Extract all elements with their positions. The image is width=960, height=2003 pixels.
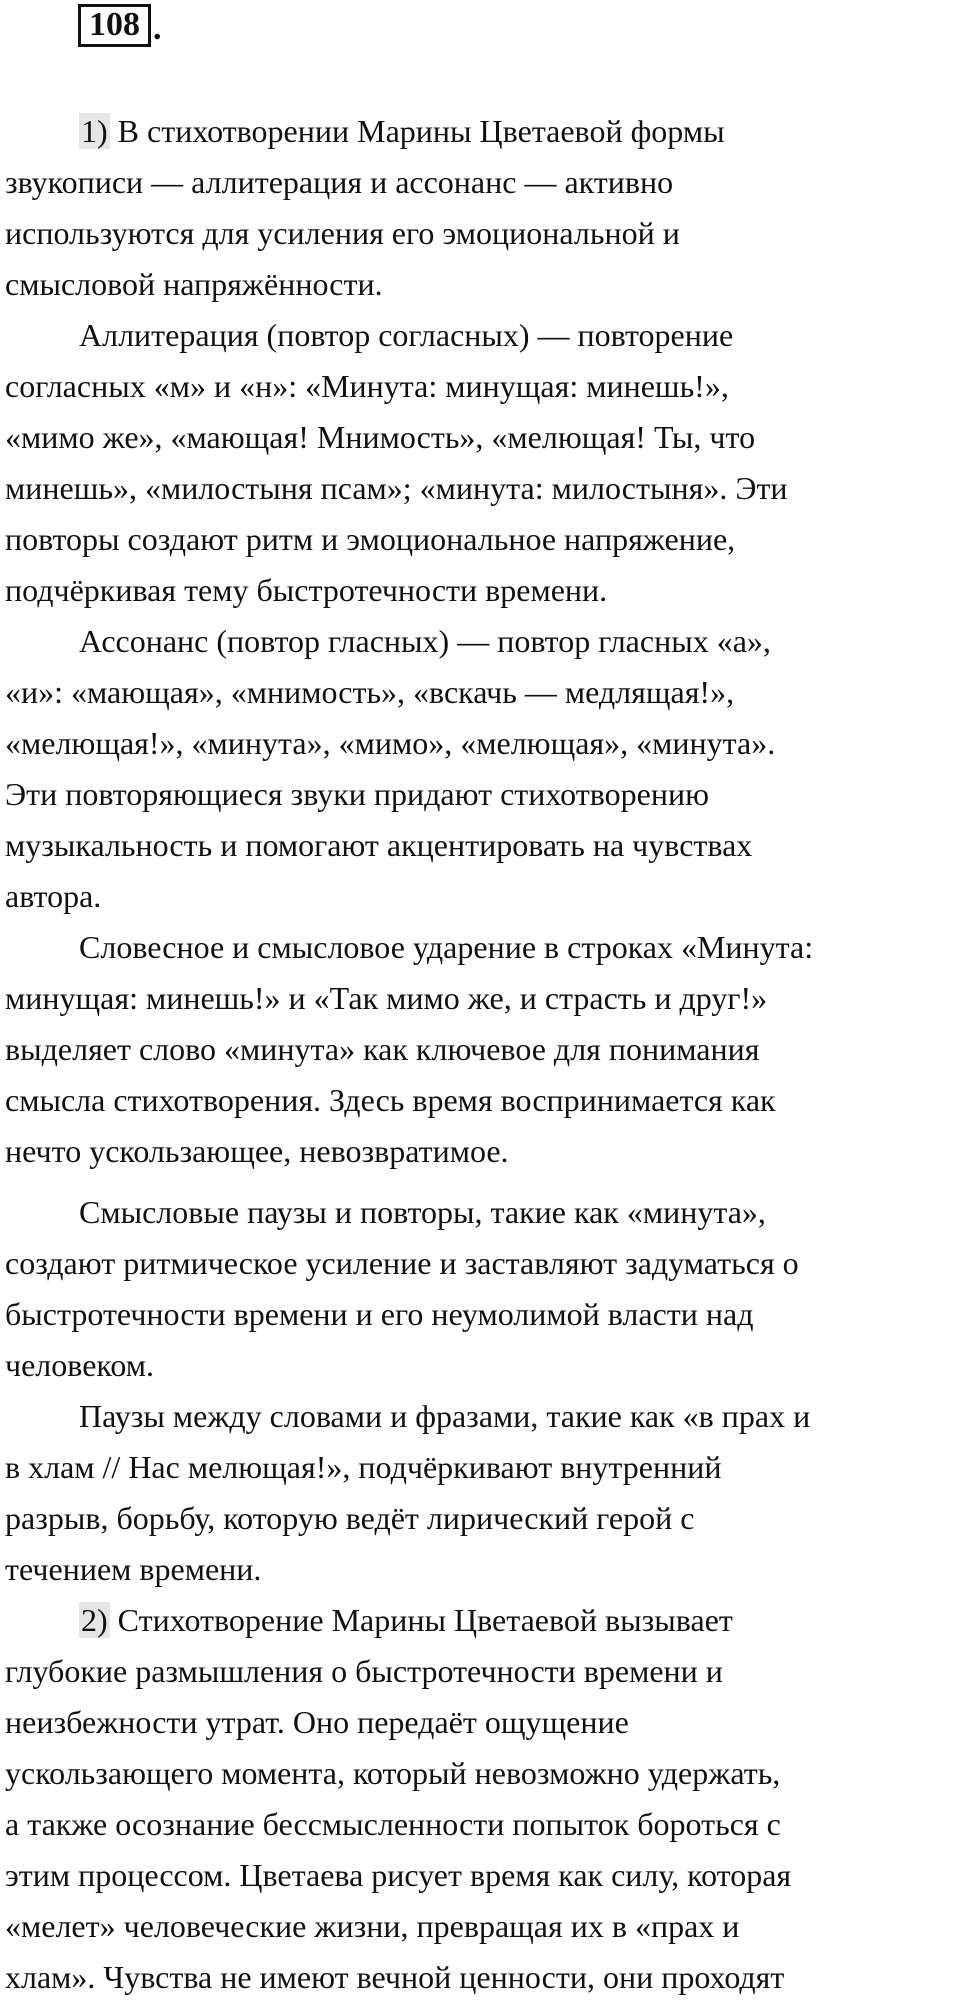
task-number-box: 108 (78, 4, 151, 47)
text-line: Ассонанс (повтор гласных) — повтор гласных «а», (79, 623, 771, 659)
item-marker: 1) (81, 113, 108, 149)
text-line: музыкальность и помогают акцентировать на чувствах (5, 827, 753, 863)
text-line: ускользающего момента, который невозможно удержать, (5, 1755, 781, 1791)
text-line-content: В стихотворении Марины Цветаевой формы (109, 113, 725, 149)
text-line: повторы создают ритм и эмоциональное напряжение, (5, 521, 736, 557)
text-line-content: Стихотворение Марины Цветаевой вызывает (109, 1602, 733, 1638)
paragraph-2 (5, 310, 955, 616)
text-line: выделяет слово «минута» как ключевое для понимания (5, 1031, 760, 1067)
text-line: нечто ускользающее, невозвратимое. (5, 1133, 509, 1169)
text-line: Аллитерация (повтор согласных) — повторение (79, 317, 734, 353)
text-line: в хлам // Нас мелющая!», подчёркивают внутренний (5, 1449, 722, 1485)
paragraph-6 (5, 1391, 955, 1595)
text-line: «мелет» человеческие жизни, превращая их в «прах и (5, 1908, 740, 1944)
text-line: «мелющая!», «минута», «мимо», «мелющая», «минута». (5, 725, 776, 761)
text-line: «и»: «мающая», «мнимость», «вскачь — медлящая!», (5, 674, 735, 710)
text-line: Эти повторяющиеся звуки придают стихотворению (5, 776, 709, 812)
task-number-suffix: . (153, 10, 162, 47)
text-line (5, 106, 955, 157)
text-line: создают ритмическое усиление и заставляют задуматься о (5, 1245, 799, 1281)
paragraph-5 (5, 1187, 955, 1391)
item-marker: 2) (81, 1602, 108, 1638)
text-line: человеком. (5, 1347, 154, 1383)
text-line: автора. (5, 878, 102, 914)
paragraph-7 (5, 1595, 955, 2003)
text-line: а также осознание бессмысленности попыток бороться с (5, 1806, 781, 1842)
answer-text (5, 106, 955, 2003)
text-line: хлам». Чувства не имеют вечной ценности, они проходят (5, 1959, 785, 1995)
text-line: согласных «м» и «н»: «Минута: минущая: минешь!», (5, 368, 729, 404)
text-line: звукописи — аллитерация и ассонанс — активно (5, 164, 674, 200)
text-line: минешь», «милостыня псам»; «минута: милостыня». Эти (5, 470, 788, 506)
paragraph-3 (5, 616, 955, 922)
text-line: Смысловые паузы и повторы, такие как «минута», (79, 1194, 766, 1230)
text-line: смысловой напряжённости. (5, 266, 383, 302)
text-line: быстротечности времени и его неумолимой власти над (5, 1296, 754, 1332)
text-line: этим процессом. Цветаева рисует время как силу, которая (5, 1857, 792, 1893)
paragraph-1 (5, 106, 955, 310)
text-line: «мимо же», «мающая! Мнимость», «мелющая! Ты, что (5, 419, 756, 455)
text-line: используются для усиления его эмоциональной и (5, 215, 680, 251)
paragraph-4 (5, 922, 955, 1177)
text-line: смысла стихотворения. Здесь время воспринимается как (5, 1082, 776, 1118)
text-line (5, 1595, 955, 1646)
text-line: течением времени. (5, 1551, 262, 1587)
text-line: Паузы между словами и фразами, такие как «в прах и (79, 1398, 811, 1434)
text-line: неизбежности утрат. Оно передаёт ощущение (5, 1704, 629, 1740)
text-line: Словесное и смысловое ударение в строках «Минута: (79, 929, 814, 965)
text-line: подчёркивая тему быстротечности времени. (5, 572, 608, 608)
task-header (78, 4, 162, 47)
text-line: минущая: минешь!» и «Так мимо же, и страсть и друг!» (5, 980, 768, 1016)
text-line: разрыв, борьбу, которую ведёт лирический герой с (5, 1500, 695, 1536)
text-line: глубокие размышления о быстротечности времени и (5, 1653, 723, 1689)
